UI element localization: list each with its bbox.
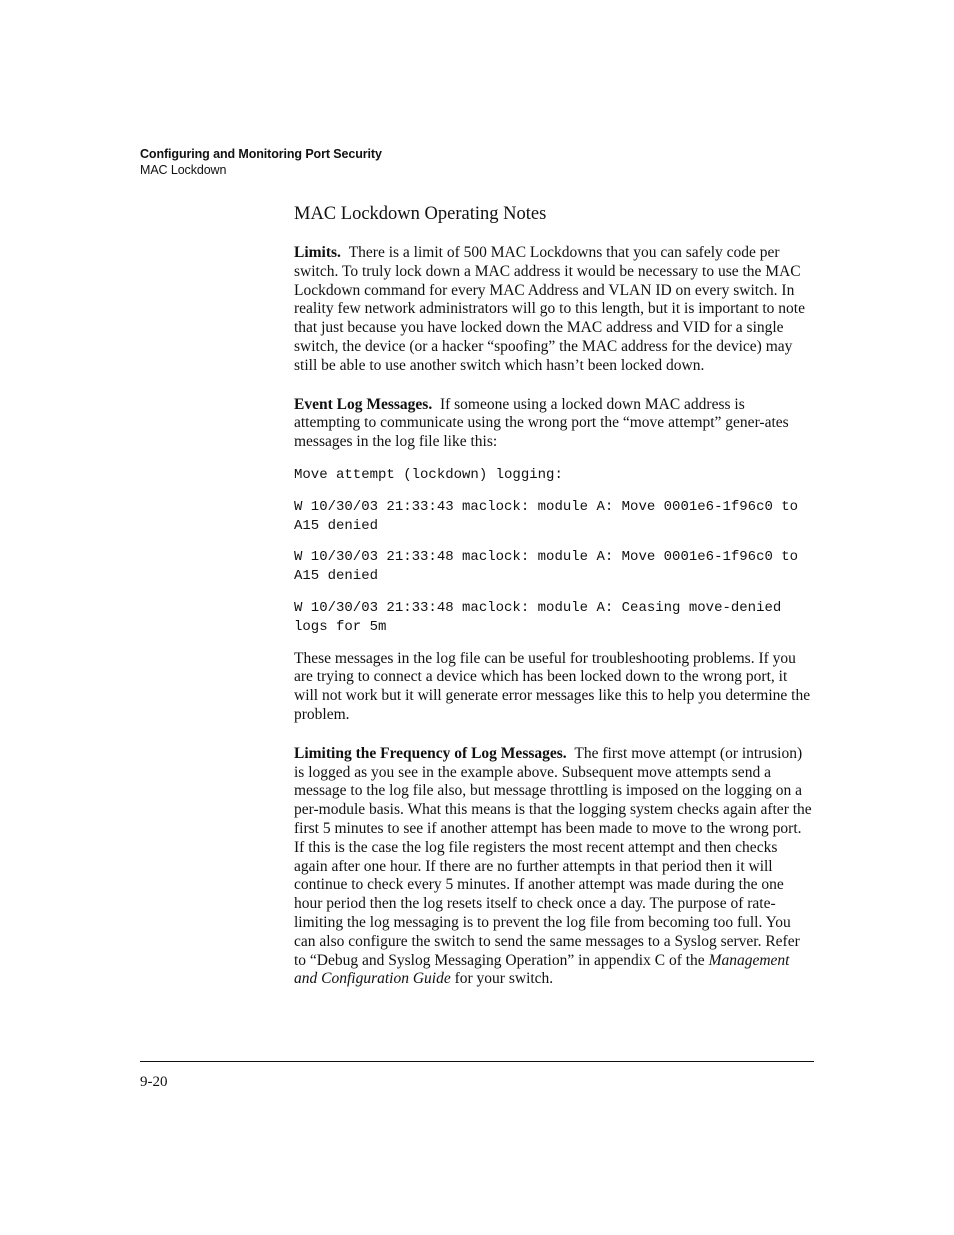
code-line: W 10/30/03 21:33:48 maclock: module A: Ceasing move-denied logs for 5m [294,599,790,635]
limits-label: Limits. [294,244,341,261]
limiting-tail: for your switch. [454,970,554,988]
code-line: W 10/30/03 21:33:43 maclock: module A: Move 0001e6-1f96c0 to A15 denied [294,498,807,534]
section-title-header: MAC Lockdown [140,163,227,177]
code-line: W 10/30/03 21:33:48 maclock: module A: Move 0001e6-1f96c0 to A15 denied [294,549,807,585]
code-line: Move attempt (lockdown) logging: [294,466,563,483]
running-header [140,146,382,178]
footer-rule [140,1061,814,1062]
limiting-label: Limiting the Frequency of Log Messages. [294,744,567,762]
event-log-text: If someone using a locked down MAC address is attempting to communicate using the wrong port the “move attempt” gener-ates messages in the log file like this: [294,395,789,451]
event-log-label: Event Log Messages. [294,395,433,413]
event-log-paragraph [294,396,814,452]
page-title: MAC Lockdown Operating Notes [294,204,547,224]
limiting-paragraph [294,745,814,989]
limits-text: There is a limit of 500 MAC Lockdowns that you can safely code per switch. To truly lock down a MAC address it would be necessary to use the MAC Lockdown command for every MAC Address and VLAN ID on every switch. In reality few network administrators will go to this length, but it is important to note that just because you have locked down the MAC address and VID for a single switch, the device (or a hacker “spoofing” the MAC address for the device) may still be able to use another switch which hasn’t been locked down. [294,244,805,374]
page-number: 9-20 [140,1074,168,1090]
limits-paragraph [294,244,814,376]
limiting-text: The first move attempt (or intrusion) is logged as you see in the example above. Subsequent move attempts send a message to the log file also, but message throttling is imposed on the logging on a per-module basis. What this means is that the logging system checks again after the first 5 minutes to see if another attempt has been made to move to the wrong port. If this is the case the log file registers the most recent attempt and then checks again after one hour. If there are no further attempts in that period then it will continue to check every 5 minutes. If another attempt was made during the one hour period then the log resets itself to check once a day. The purpose of rate-limiting the log messaging is to prevent the log file from becoming too full. You can also configure the switch to send the same messages to a Syslog server. Refer to “Debug and Syslog Messaging Operation” in appendix C of the [294,744,812,969]
guide-title: Management and Configuration Guide [294,951,790,988]
troubleshooting-paragraph: These messages in the log file can be useful for troubleshooting problems. If you are trying to connect a device which has been locked down to the wrong port, it will not work but it will generate error messages like this to help you determine the problem. [294,649,811,723]
chapter-title: Configuring and Monitoring Port Security [140,147,382,161]
page-content [294,202,814,989]
